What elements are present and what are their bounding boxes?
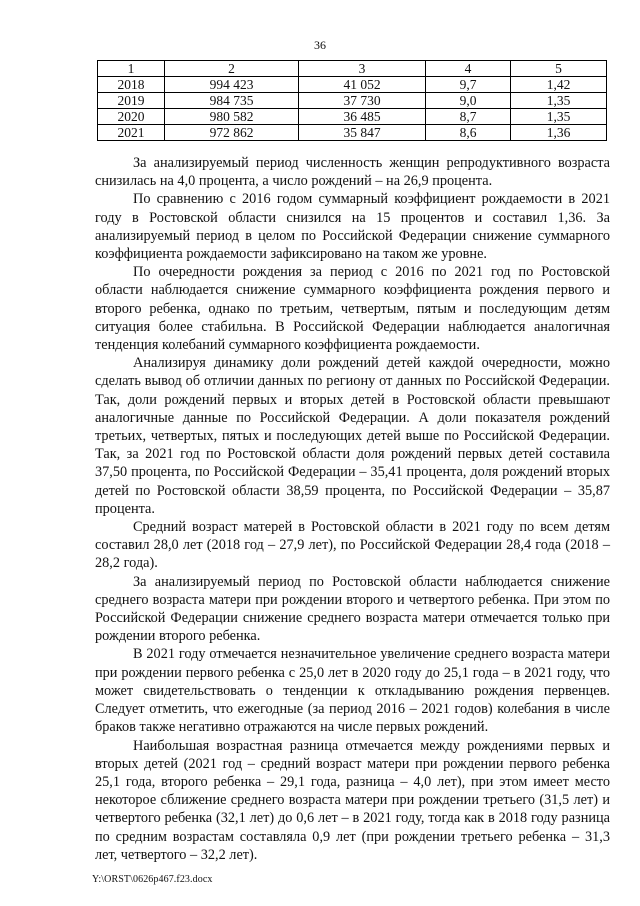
table-row — [98, 77, 607, 93]
table-cell: 2021 — [98, 125, 165, 141]
table-cell: 1,35 — [511, 93, 607, 109]
table-cell: 8,7 — [426, 109, 511, 125]
table-header-cell: 4 — [426, 61, 511, 77]
paragraph: Средний возраст матерей в Ростовской области в 2021 году по всем детям составил 28,0 лет (2018 год – 27,9 лет), по Российской Федерации 28,4 года (2018 – 28,2 года). — [95, 519, 610, 572]
table-cell: 1,36 — [511, 125, 607, 141]
table-cell: 8,6 — [426, 125, 511, 141]
footer-file-path: Y:\ORST\0626p467.f23.docx — [92, 874, 213, 885]
paragraph: Анализируя динамику доли рождений детей каждой очередности, можно сделать вывод об отличии данных по региону от данных по Российской Федерации. Так, доли рождений первых и вторых детей в Ростовской области превышают аналогичные данные по Российской Федерации. А доли показателя рождений третьих, четвертых, пятых и последующих детей выше по Российской Федерации. Так, за 2021 год по Ростовской области доля рождений первых детей составила 37,50 процента, по Российской Федерации – 35,41 процента, доля рождений вторых детей по Ростовской области 38,59 процента, по Российской Федерации – 35,87 процента. — [95, 355, 610, 517]
table-cell: 2018 — [98, 77, 165, 93]
table-header-cell: 5 — [511, 61, 607, 77]
table-cell: 1,42 — [511, 77, 607, 93]
table-cell: 9,0 — [426, 93, 511, 109]
table-cell: 9,7 — [426, 77, 511, 93]
table-cell: 35 847 — [299, 125, 426, 141]
body-text — [95, 154, 610, 864]
paragraph: За анализируемый период по Ростовской области наблюдается снижение среднего возраста матери при рождении второго и четвертого ребенка. При этом по Российской Федерации снижение среднего возраста матери отмечается только при рождении второго ребенка. — [95, 573, 610, 645]
paragraph: Наибольшая возрастная разница отмечается между рождениями первых и вторых детей (2021 год – средний возраст матери при рождении первого ребенка 25,1 года, второго ребенка – 29,1 года, разница – 4,0 лет), при этом имеет место некоторое сближение среднего возраста матери при рождении третьего (31,5 лет) и четвертого ребенка (32,1 лет) до 0,6 лет – в 2021 году, тогда как в 2018 году разница по средним возрастам составляла 0,9 лет (при рождении третьего ребенка – 31,3 лет, четвертого – 32,2 лет). — [95, 737, 610, 863]
table-header-cell: 2 — [165, 61, 299, 77]
table-header-cell: 3 — [299, 61, 426, 77]
paragraph: За анализируемый период численность женщин репродуктивного возраста снизилась на 4,0 процента, а число рождений – на 26,9 процента. — [95, 155, 610, 190]
table-header-cell: 1 — [98, 61, 165, 77]
table-cell: 37 730 — [299, 93, 426, 109]
table-cell: 36 485 — [299, 109, 426, 125]
table-cell: 972 862 — [165, 125, 299, 141]
paragraph: По очередности рождения за период с 2016 по 2021 год по Ростовской области наблюдается снижение суммарного коэффициента рождения первого и второго ребенка, однако по третьим, четвертым, пятым и последующим детям ситуация более стабильна. В Российской Федерации наблюдается аналогичная тенденция колебаний суммарного коэффициента рождаемости. — [95, 264, 610, 354]
table-cell: 2019 — [98, 93, 165, 109]
table-row — [98, 109, 607, 125]
table-header-row — [98, 61, 607, 77]
paragraph: По сравнению с 2016 годом суммарный коэффициент рождаемости в 2021 году в Ростовской области снизился на 15 процентов и составил 1,36. За анализируемый период в целом по Российской Федерации снижение суммарного коэффициента рождаемости зафиксировано на таком же уровне. — [95, 191, 610, 263]
table-cell: 980 582 — [165, 109, 299, 125]
table-row — [98, 125, 607, 141]
table-cell: 984 735 — [165, 93, 299, 109]
page-number: 36 — [314, 38, 326, 52]
table-cell: 1,35 — [511, 109, 607, 125]
table-cell: 41 052 — [299, 77, 426, 93]
data-table — [97, 60, 607, 141]
paragraph: В 2021 году отмечается незначительное увеличение среднего возраста матери при рождении первого ребенка с 25,0 лет в 2020 году до 25,1 года – в 2021 году, что может свидетельствовать о тенденции к откладыванию рождения первенцев. Следует отметить, что ежегодные (за период 2016 – 2021 годов) колебания в числе браков также негативно отражаются на числе первых рождений. — [95, 646, 610, 736]
table-cell: 2020 — [98, 109, 165, 125]
table-cell: 994 423 — [165, 77, 299, 93]
table-row — [98, 93, 607, 109]
